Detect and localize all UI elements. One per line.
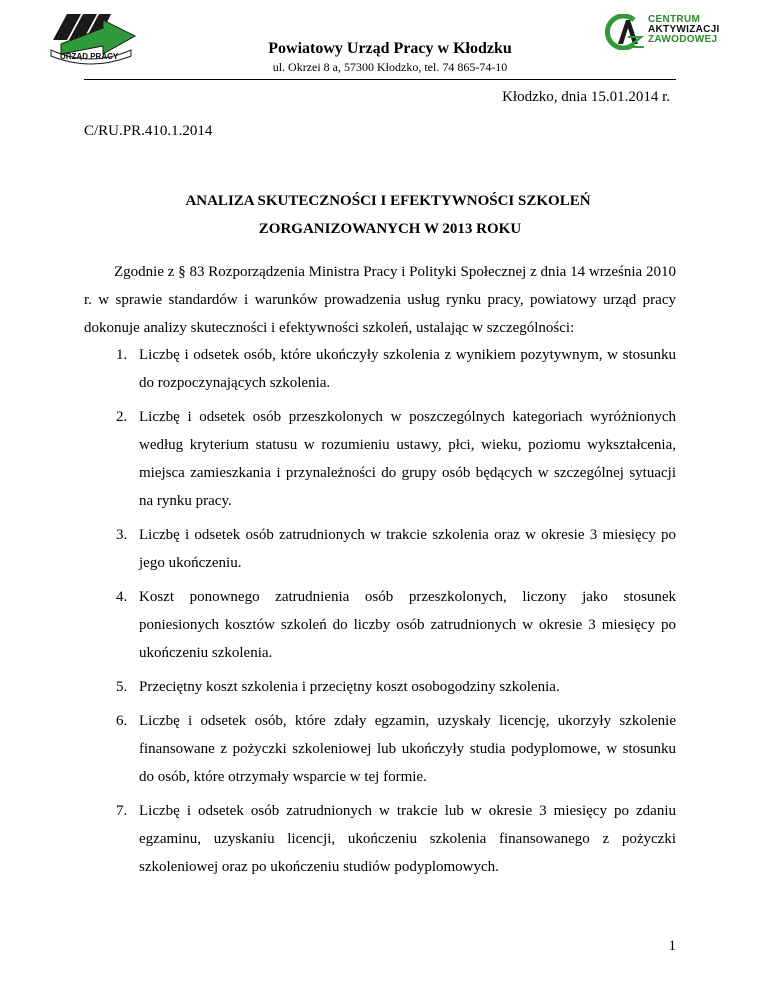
list-item	[84, 341, 676, 397]
list-item-text: Liczbę i odsetek osób, które zdały egzamin, uzyskały licencję, ukorzyły szkolenie finansowane z pożyczki szkoleniowej lub ukończyły studia podyplomowe, w stosunku do osób, które otrzymały wsparcie w tej formie.	[139, 713, 676, 785]
intro-paragraph: Zgodnie z § 83 Rozporządzenia Ministra Pracy i Polityki Społecznej z dnia 14 września 2010 r. w sprawie standardów i warunków prowadzenia usług rynku pracy, powiatowy urząd pracy dokonuje analizy skuteczności i efektywności szkoleń, ustalając w szczególności:	[84, 264, 676, 336]
document-title-line-1: ANALIZA SKUTECZNOŚCI I EFEKTYWNOŚCI SZKOLEŃ	[185, 193, 591, 209]
list-item-text: Liczbę i odsetek osób zatrudnionych w trakcie szkolenia oraz w okresie 3 miesięcy po jego ukończeniu.	[139, 527, 676, 571]
list-item	[84, 707, 676, 791]
list-item-number: 4.	[116, 589, 128, 605]
list-item-number: 6.	[116, 713, 128, 729]
list-item	[84, 403, 676, 515]
list-item-text: Przeciętny koszt szkolenia i przeciętny koszt osobogodziny szkolenia.	[139, 679, 560, 695]
office-name: Powiatowy Urząd Pracy w Kłodzku	[268, 40, 512, 57]
list-item	[84, 797, 676, 881]
list-item-text: Liczbę i odsetek osób przeszkolonych w poszczególnych kategoriach wyróżnionych według kryterium statusu w rozumieniu ustawy, płci, wieku, poziomu wykształcenia, miejsca zamieszkania i przynależności do grupy osób będących w szczególnej sytuacji na rynku pracy.	[139, 409, 676, 509]
list-item-number: 7.	[116, 803, 128, 819]
list-item-number: 3.	[116, 527, 128, 543]
list-item	[84, 521, 676, 577]
list-item-text: Koszt ponownego zatrudnienia osób przeszkolonych, liczony jako stosunek poniesionych kosztów szkoleń do liczby osób zatrudnionych w okresie 3 miesięcy po ukończeniu szkolenia.	[139, 589, 676, 661]
office-address: ul. Okrzei 8 a, 57300 Kłodzko, tel. 74 865-74-10	[272, 60, 508, 74]
list-item	[84, 673, 676, 701]
reference-number: C/RU.PR.410.1.2014	[84, 123, 213, 139]
left-logo-text: URZĄD PRACY	[60, 52, 119, 61]
list-item-number: 2.	[116, 409, 128, 425]
list-item	[84, 583, 676, 667]
caz-logo-line-3: ZAWODOWEJ	[648, 34, 718, 45]
list-item-number: 1.	[116, 347, 128, 363]
caz-logo-line-2: AKTYWIZACJI	[648, 24, 720, 35]
caz-logo-line-1: CENTRUM	[648, 14, 701, 25]
date-line: Kłodzko, dnia 15.01.2014 r.	[502, 89, 670, 105]
list-item-text: Liczbę i odsetek osób zatrudnionych w trakcie lub w okresie 3 miesięcy po zdaniu egzaminu, uzyskaniu licencji, ukończeniu szkolenia finansowanego z pożyczki szkoleniowej oraz po ukończeniu studiów podyplomowych.	[139, 803, 676, 875]
list-item-text: Liczbę i odsetek osób, które ukończyły szkolenia z wynikiem pozytywnym, w stosunku do rozpoczynających szkolenia.	[139, 347, 676, 391]
page-number: 1	[668, 938, 676, 954]
criteria-list	[84, 341, 676, 887]
list-item-number: 5.	[116, 679, 128, 695]
header-divider	[84, 79, 676, 80]
document-title-line-2: ZORGANIZOWANYCH W 2013 ROKU	[258, 221, 522, 237]
